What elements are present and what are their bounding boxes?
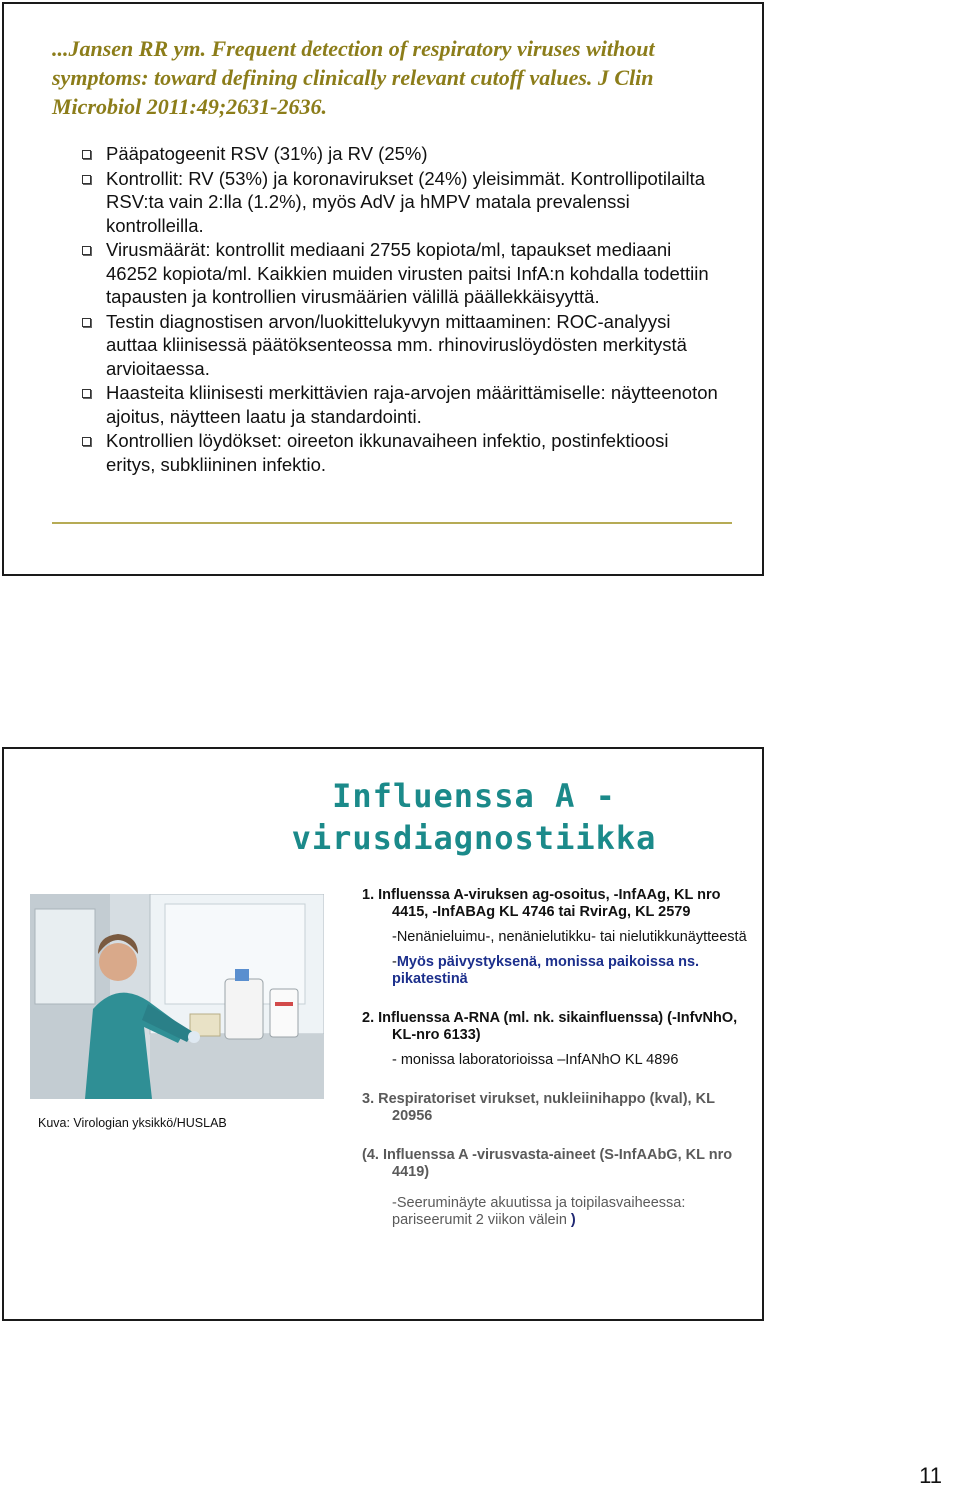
photo-caption: Kuva: Virologian yksikkö/HUSLAB <box>38 1116 227 1130</box>
note-highlight: Myös päivystyksenä, monissa paikoissa ns. pikatestinä <box>392 954 700 987</box>
list-item-1-note <box>362 954 752 988</box>
list-item-1-detail: -Nenänieluimu-, nenänielutikku- tai nielutikkunäytteestä <box>392 929 747 945</box>
slide-2 <box>2 747 764 1321</box>
bullet-text: Kontrollit: RV (53%) ja koronavirukset (24%) yleisimmät. Kontrollipotilailta RSV:ta vain 2:lla (1.2%), myös AdV ja hMPV matala prevalenssi kontrolleilla. <box>106 167 706 236</box>
divider-rule <box>52 522 732 524</box>
bullet-item <box>82 429 722 476</box>
bullet-text: Pääpatogeenit RSV (31%) ja RV (25%) <box>106 143 428 164</box>
detail-text: -Seeruminäyte akuutissa ja toipilasvaiheessa: pariseerumit 2 viikon välein <box>392 1195 686 1228</box>
diagnostics-list <box>362 887 752 1229</box>
page-number: 11 <box>919 1463 942 1488</box>
checkbox-bullet-icon <box>82 437 91 446</box>
bullet-item <box>82 310 722 381</box>
lab-worker-illustration <box>30 894 324 1099</box>
bullet-text: Testin diagnostisen arvon/luokittelukyvyn mittaaminen: ROC-analyysi auttaa kliinisessä päätöksenteossa mm. rhinoviruslöydösten merkitystä arvioitaessa. <box>106 310 687 379</box>
list-item-1-heading: 1. Influenssa A-viruksen ag-osoitus, -InfAAg, KL nro 4415, -InfABAg KL 4746 tai RvirAg, KL 2579 <box>362 887 721 920</box>
list-item-4-detail <box>362 1195 752 1229</box>
slide-1 <box>2 2 764 576</box>
bullet-item <box>82 167 722 238</box>
checkbox-bullet-icon <box>82 150 91 159</box>
list-item-2-detail: - monissa laboratorioissa –InfANhO KL 4896 <box>392 1052 679 1068</box>
note-prefix: - <box>392 954 397 970</box>
slide-2-title: Influenssa A - virusdiagnostiikka <box>291 777 657 857</box>
bullet-text: Haasteita kliinisesti merkittävien raja-arvojen määrittämiselle: näytteenoton ajoitus, näytteen laatu ja standardointi. <box>106 382 718 427</box>
bullet-item <box>82 381 722 428</box>
checkbox-bullet-icon <box>82 175 91 184</box>
slide-1-bullet-list <box>82 142 722 477</box>
checkbox-bullet-icon <box>82 246 91 255</box>
bullet-item <box>82 238 722 309</box>
list-item-4-heading: (4. Influenssa A -virusvasta-aineet (S-InfAAbG, KL nro 4419) <box>362 1147 733 1180</box>
lab-photo <box>30 894 324 1099</box>
slide-1-title: ...Jansen RR ym. Frequent detection of respiratory viruses without symptoms: toward defining clinically relevant cutoff values. J Clin Microbiol 2011:49;2631-2636. <box>52 36 655 119</box>
bullet-text: Virusmäärät: kontrollit mediaani 2755 kopiota/ml, tapaukset mediaani 46252 kopiota/ml. Kaikkien muiden virusten paitsi InfA:n kohdalla todettiin tapausten ja kontrollien virusmäärien välillä päällekkäisyyttä. <box>106 239 709 307</box>
list-item-2-heading: 2. Influenssa A-RNA (ml. nk. sikainfluenssa) (-InfvNhO, KL-nro 6133) <box>362 1010 738 1043</box>
list-item-3-heading: 3. Respiratoriset virukset, nukleiinihappo (kval), KL 20956 <box>362 1091 715 1124</box>
checkbox-bullet-icon <box>82 389 91 398</box>
bullet-item <box>82 142 722 166</box>
bullet-text: Kontrollien löydökset: oireeton ikkunavaiheen infektio, postinfektioosi eritys, subkliininen infektio. <box>106 430 669 475</box>
checkbox-bullet-icon <box>82 318 91 327</box>
closing-paren: ) <box>566 1212 576 1228</box>
